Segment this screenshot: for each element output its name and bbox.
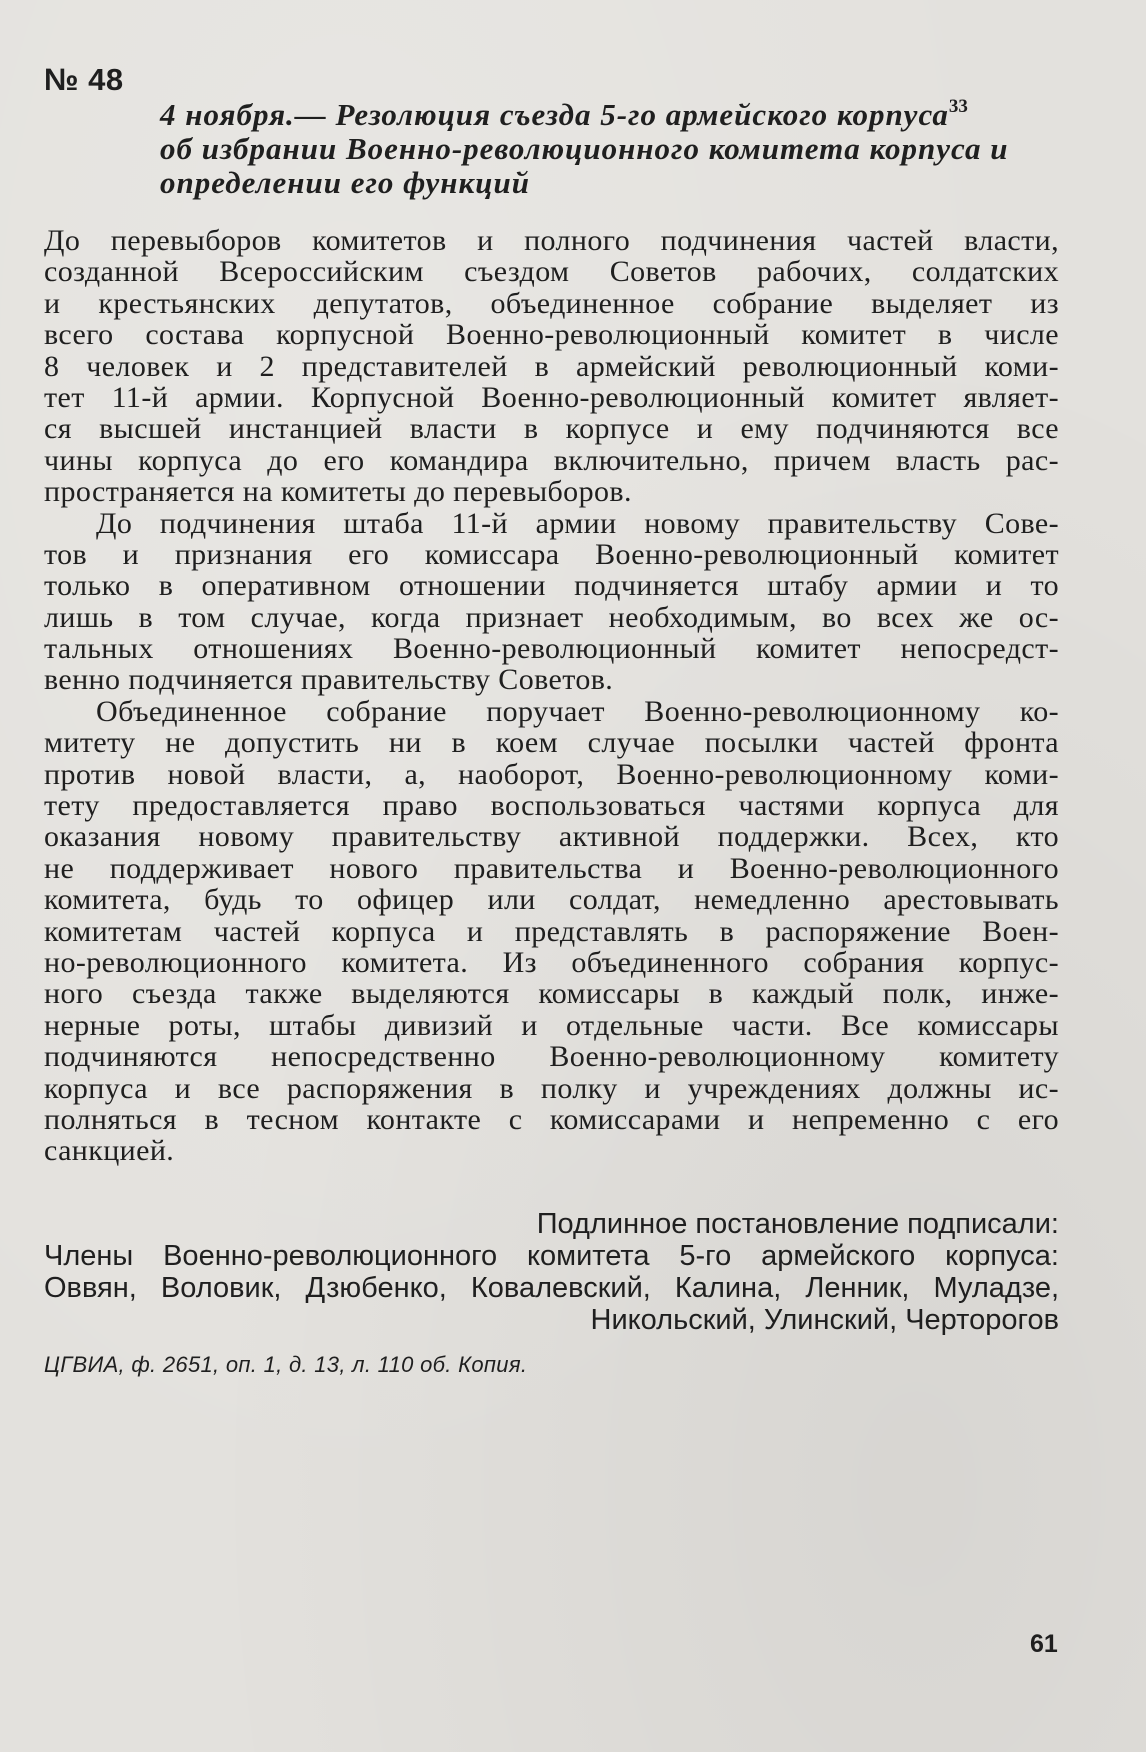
- text-line: пространяется на комитеты до перевыборов.: [44, 475, 632, 509]
- text-line: тету предоставляется право воспользоваться частями корпуса для: [44, 789, 1059, 823]
- text-line: комитетам частей корпуса и представлять в распоряжение Воен-: [44, 914, 1059, 948]
- paragraph: [44, 225, 1059, 508]
- text-line: санкцией.: [44, 1134, 175, 1168]
- text-line: но-революционного комитета. Из объединенного собрания корпус-: [44, 945, 1059, 979]
- text-line: корпуса и все распоряжения в полку и учреждениях должны ис-: [44, 1071, 1059, 1105]
- signatures-members: Члены Военно-революционного комитета 5-го армейского корпуса:: [44, 1240, 1059, 1272]
- text-line: До подчинения штаба 11-й армии новому правительству Сове-: [96, 506, 1059, 540]
- text-line: всего состава корпусной Военно-революционный комитет в числе: [44, 318, 1059, 352]
- text-line: созданной Всероссийским съездом Советов рабочих, солдатских: [44, 255, 1059, 289]
- text-line: До перевыборов комитетов и полного подчинения частей власти,: [44, 224, 1059, 257]
- signatures-names: Никольский, Улинский, Черторогов: [590, 1304, 1059, 1336]
- signatures-block: [44, 1208, 1059, 1336]
- text-line: ся высшей инстанцией власти в корпусе и ему подчиняются все: [44, 412, 1059, 446]
- text-line: и крестьянских депутатов, объединенное собрание выделяет из: [44, 286, 1059, 320]
- paragraph: [44, 508, 1059, 696]
- text-line: тов и признания его комиссара Военно-революционный комитет: [44, 537, 1059, 571]
- text-line: комитета, будь то офицер или солдат, немедленно арестовывать: [44, 883, 1059, 917]
- text-line: не поддерживает нового правительства и Военно-революционного: [44, 851, 1059, 885]
- heading-line: об избрании Военно-революционного комитета корпуса и: [160, 131, 1009, 166]
- page-number: 61: [1030, 1630, 1058, 1658]
- text-line: Объединенное собрание поручает Военно-революционному ко-: [96, 694, 1059, 728]
- text-line: нерные роты, штабы дивизий и отдельные части. Все комиссары: [44, 1008, 1059, 1042]
- text-line: подчиняются непосредственно Военно-революционному комитету: [44, 1040, 1059, 1074]
- heading-line: 4 ноября.— Резолюция съезда 5-го армейского корпуса$^{33}$: [160, 96, 968, 132]
- text-line: тальных отношениях Военно-революционный комитет непосредст-: [44, 632, 1059, 666]
- text-line: чины корпуса до его командира включительно, причем власть рас-: [44, 443, 1059, 477]
- archive-reference: ЦГВИА, ф. 2651, оп. 1, д. 13, л. 110 об. Копия.: [44, 1352, 528, 1377]
- text-line: 8 человек и 2 представителей в армейский революционный коми-: [44, 349, 1059, 383]
- text-line: митету не допустить ни в коем случае посылки частей фронта: [44, 726, 1059, 760]
- text-line: ного съезда также выделяются комиссары в каждый полк, инже-: [44, 977, 1059, 1011]
- text-line: венно подчиняется правительству Советов.: [44, 663, 614, 697]
- text-line: только в оперативном отношении подчиняется штабу армии и то: [44, 569, 1059, 603]
- text-line: оказания новому правительству активной поддержки. Всех, кто: [44, 820, 1059, 854]
- heading-line: определении его функций: [160, 165, 530, 200]
- signatures-intro: Подлинное постановление подписали:: [536, 1208, 1059, 1240]
- text-line: лишь в том случае, когда признает необходимым, во всех же ос-: [44, 600, 1059, 634]
- document-body: [44, 225, 1059, 1167]
- document-heading: [160, 90, 1060, 200]
- text-line: полняться в тесном контакте с комиссарами и непременно с его: [44, 1102, 1059, 1136]
- text-line: против новой власти, а, наоборот, Военно-революционному коми-: [44, 757, 1059, 791]
- signatures-names: Оввян, Воловик, Дзюбенко, Ковалевский, Калина, Ленник, Муладзе,: [44, 1272, 1059, 1304]
- document-number: № 48: [44, 62, 124, 97]
- footnote-marker: 33: [948, 96, 968, 117]
- paragraph: [44, 696, 1059, 1167]
- text-line: тет 11-й армии. Корпусной Военно-революционный комитет являет-: [44, 380, 1059, 414]
